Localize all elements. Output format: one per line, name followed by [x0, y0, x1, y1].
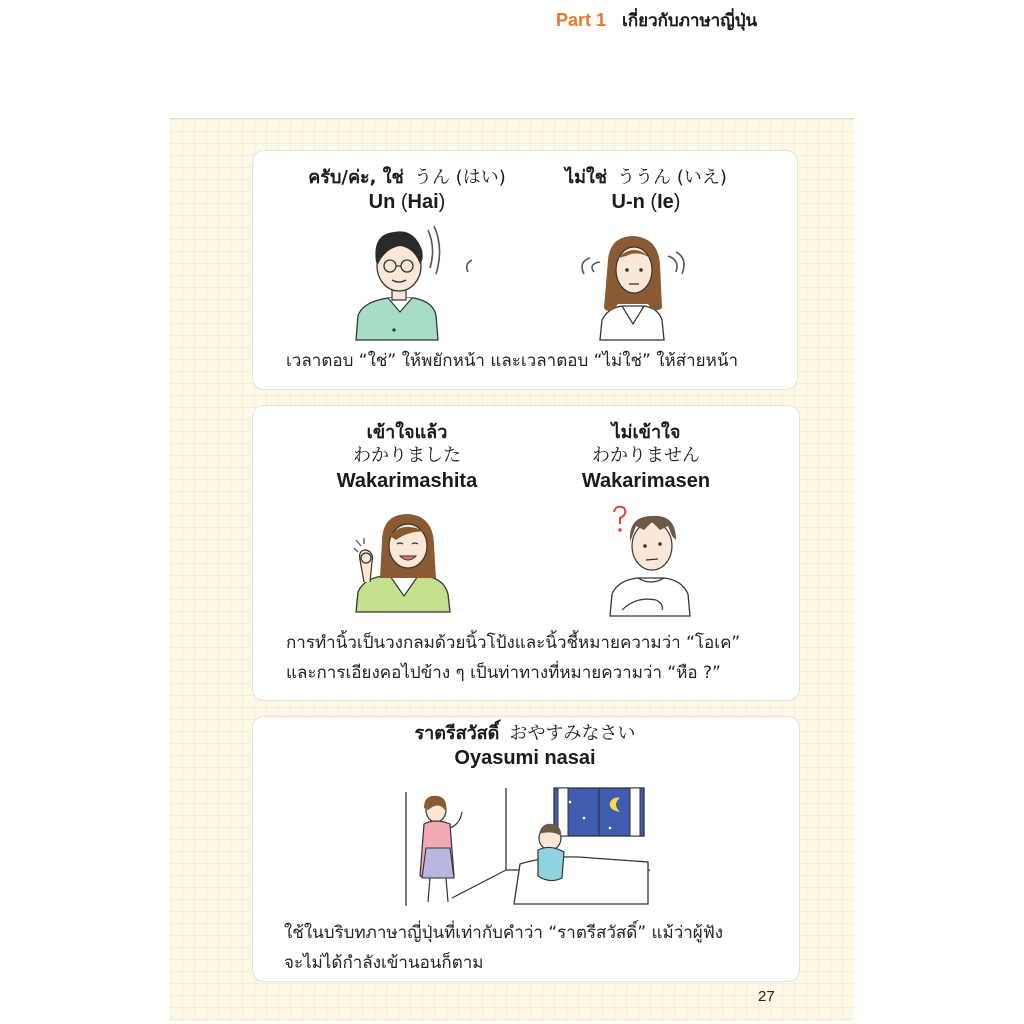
no-japanese: ううん (いえ) — [617, 167, 727, 188]
chapter-title: เกี่ยวกับภาษาญี่ปุ่น — [622, 10, 758, 31]
good-night-japanese: おやすみなさい — [509, 723, 636, 744]
no-romaji-polite: Ie — [657, 191, 674, 214]
card2-caption-line1: การทำนิ้วเป็นวงกลมด้วยนิ้วโป้งและนิ้วชี้หมายความว่า “โอเค” — [286, 633, 741, 653]
understood-thai: เข้าใจแล้ว — [366, 422, 448, 443]
no-romaji: U-n — [611, 191, 645, 214]
woman-shaking-head-illustration — [578, 234, 688, 342]
running-header — [556, 6, 757, 34]
not-understood-romaji: Wakarimasen — [581, 469, 711, 492]
good-night-phrase — [392, 722, 658, 771]
page-number: 27 — [758, 988, 775, 1005]
no-phrase: ไม่ใช่ ううん (いえ) U-n (Ie) — [565, 167, 727, 214]
yes-thai: ครับ/ค่ะ, ใช่ — [308, 167, 404, 188]
yes-japanese: うん (はい) — [413, 167, 506, 188]
not-understood-phrase — [556, 421, 736, 494]
understood-romaji: Wakarimashita — [336, 469, 478, 492]
man-nodding-illustration — [348, 224, 478, 342]
yes-romaji: Un — [368, 191, 396, 214]
yes-romaji-polite: Hai — [407, 191, 439, 214]
good-night-thai: ราตรีสวัสดิ์ — [414, 723, 500, 744]
woman-ok-sign-illustration — [352, 512, 454, 614]
bedtime-scene-illustration — [402, 788, 650, 908]
not-understood-japanese: わかりません — [592, 445, 700, 467]
man-confused-illustration — [602, 506, 698, 618]
no-thai: ไม่ใช่ — [565, 167, 607, 188]
understood-japanese: わかりました — [353, 445, 461, 467]
card2-caption-line2: และการเอียงคอไปข้าง ๆ เป็นท่าทางที่หมายความว่า “หือ ?” — [286, 663, 721, 683]
not-understood-thai: ไม่เข้าใจ — [611, 422, 681, 443]
yes-phrase: ครับ/ค่ะ, ใช่ うん (はい) Un (Hai) — [308, 167, 506, 214]
good-night-romaji: Oyasumi nasai — [454, 747, 596, 770]
part-label: Part 1 — [556, 9, 607, 30]
card3-caption-line2: จะไม่ได้กำลังเข้านอนก็ตาม — [284, 953, 484, 973]
understood-phrase — [312, 421, 502, 494]
card3-caption-line1: ใช้ในบริบทภาษาญี่ปุ่นที่เท่ากับคำว่า “ราตรีสวัสดิ์” แม้ว่าผู้ฟัง — [284, 923, 724, 943]
card1-caption: เวลาตอบ “ใช่” ให้พยักหน้า และเวลาตอบ “ไม่ใช่” ให้ส่ายหน้า — [286, 351, 739, 371]
